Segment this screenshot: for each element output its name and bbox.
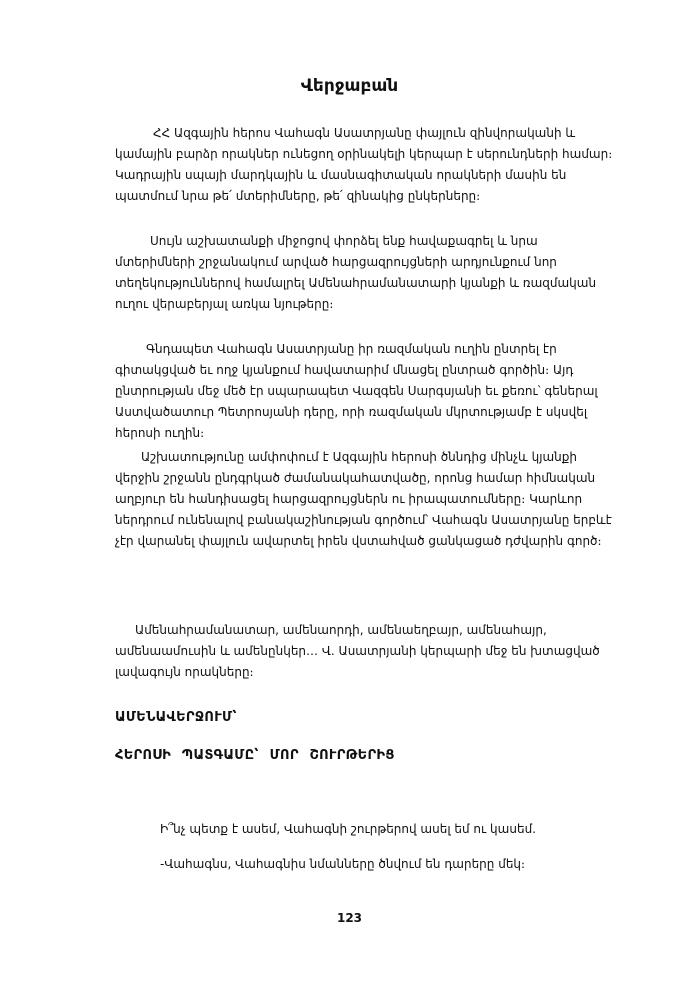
paragraph-3: Գնդապետ Վահագն Ասատրյանը իր ռազմական ուղին ընտրել էր գիտակցված եւ ողջ կյանքում հավատարիմ մնացել ընտրած գործին։ Այդ ընտրության մեջ մեծ էր սպարապետ Վազգեն Սարգսյանի եւ քեռու՝ գեներալ Աստվածատուր Պետրոսյանի դերը, որի ռազմական մկրտությամբ է սկսվել հերոսի ուղին։ <box>115 342 598 440</box>
verse-line-1: Ի՞նչ պետք է ասեմ, Վահագնի շուրթերով ասել եմ ու կասեմ. <box>160 822 536 836</box>
paragraph-2: Սույն աշխատանքի միջոցով փորձել ենք հավաքագրել և նրա մտերիմների շրջանակում արված հարցազրույցների արդյունքում նոր տեղեկություններով համալրել Ամենահրամանատարի կյանքի և ռազմական ուղու վերաբերյալ առկա նյութերը։ <box>115 234 597 311</box>
section-subheading: ՀԵՐՈՍԻ ՊԱՏԳԱՄԸ՝ ՄՈՐ ՇՈՒՐԹԵՐԻՑ <box>115 748 395 763</box>
page-title: Վերջաբան <box>300 76 399 96</box>
page-number: 123 <box>336 911 363 925</box>
paragraph-5: Ամենահրամանատար, ամենաորդի, ամենաեղբայր, ամենահայր, ամենաամուսին և ամենընկեր… Վ. Ասատրյանի կերպարի մեջ են խտացված լավագույն որակները։ <box>115 623 600 679</box>
paragraph-1: ՀՀ Ազգային հերոս Վահագն Ասատրյանը փայլուն զինվորականի և կամային բարձր որակներ ունեցող օրինակելի կերպար է սերունդների համար։ Կադրային սպայի մարդկային և մասնագիտական որակների մասին են պատմում նրա թե՛ մտերիմները, թե՛ զինակից ընկերները։ <box>115 126 613 203</box>
paragraph-4: Աշխատությունը ամփոփում է Ազգային հերոսի ծննդից մինչև կյանքի վերջին շրջանն ընդգրկած ժամանակահատվածը, որոնց համար հիմնական աղբյուր են հանդիսացել հարցազրույցներն ու իրապատումները։ Կարևոր ներդրում ունենալով բանակաշինության գործում՝ Վահագն Ասատրյանը երբևէ չէր վարանել փայլուն ավարտել իրեն վստահված ցանկացած դժվարին գործ։ <box>115 450 612 548</box>
section-heading: ԱՄԵՆԱՎԵՐՋՈՒՄ՝ <box>115 710 237 725</box>
verse-line-2: -Վահագնս, Վահագնիս նմանները ծնվում են դարերը մեկ։ <box>160 857 526 871</box>
